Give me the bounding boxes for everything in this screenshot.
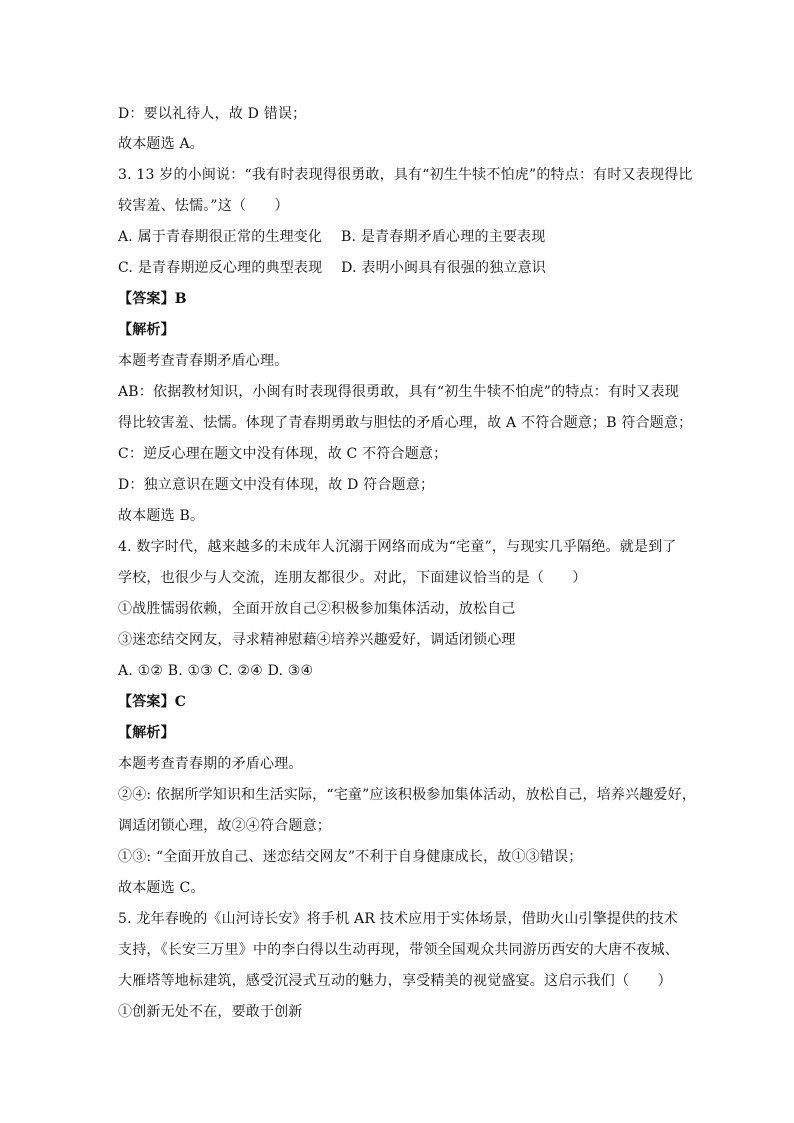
text-line: D：独立意识在题文中没有体现，故 D 符合题意；	[118, 477, 435, 493]
question-4-stem: 学校，也很少与人交流，连朋友都很少。对此，下面建议恰当的是（ ）	[118, 570, 587, 586]
text-line: 调适闭锁心理，故②④符合题意；	[118, 818, 331, 834]
answer-label: 【答案】C	[118, 694, 187, 710]
question-5-stem: 大雁塔等地标建筑，感受沉浸式互动的魅力，享受精美的视觉盛宴。这启示我们（ ）	[118, 973, 672, 989]
answer-label: 【答案】B	[118, 291, 187, 307]
question-5-stem: 支持，《长安三万里》中的李白得以生动再现，带领全国观众共同游历西安的大唐不夜城、	[118, 942, 679, 958]
analysis-label: 【解析】	[118, 322, 175, 338]
question-3-stem: 较害羞、怯懦。”这（ ）	[118, 198, 289, 214]
text-line: 本题考查青春期矛盾心理。	[118, 353, 289, 369]
question-5-choices: ①创新无处不在，要敢于创新	[118, 1004, 303, 1020]
question-3-options: A. 属于青春期很正常的生理变化 B. 是青春期矛盾心理的主要表现	[118, 229, 546, 245]
text-line: C：逆反心理在题文中没有体现，故 C 不符合题意；	[118, 446, 448, 462]
question-5-stem: 5. 龙年春晚的《山河诗长安》将手机 AR 技术应用于实体场景，借助火山引擎提供的技术	[118, 911, 678, 927]
text-line: 故本题选 C。	[118, 880, 205, 896]
text-line: 故本题选 A。	[118, 136, 204, 152]
question-4-choices: ③迷恋结交网友，寻求精神慰藉④培养兴趣爱好，调适闭锁心理	[118, 632, 516, 648]
question-4-options: A. ①② B. ①③ C. ②④ D. ③④	[118, 663, 314, 679]
question-3-options: C. 是青春期逆反心理的典型表现 D. 表明小闽具有很强的独立意识	[118, 260, 546, 276]
question-4-stem: 4. 数字时代，越来越多的未成年人沉溺于网络而成为“宅童”，与现实几乎隔绝。就是到了	[118, 539, 677, 555]
analysis-label: 【解析】	[118, 725, 175, 741]
text-line: AB：依据教材知识，小闽有时表现得很勇敢，具有“初生牛犊不怕虎”的特点：有时又表现	[118, 384, 679, 400]
text-line: 故本题选 B。	[118, 508, 205, 524]
text-line: ②④: 依据所学知识和生活实际，“宅童”应该积极参加集体活动，放松自己，培养兴趣爱好，	[118, 787, 697, 803]
text-line: 得比较害羞、怯懦。体现了青春期勇敢与胆怯的矛盾心理，故 A 不符合题意；B 符合题意；	[118, 415, 693, 431]
text-line: ①③: “全面开放自己、迷恋结交网友”不利于自身健康成长，故①③错误；	[118, 849, 583, 865]
question-4-choices: ①战胜懦弱依赖，全面开放自己②积极参加集体活动，放松自己	[118, 601, 516, 617]
text-line: 本题考查青春期的矛盾心理。	[118, 756, 303, 772]
question-3-stem: 3. 13 岁的小闽说：“我有时表现得很勇敢，具有“初生牛犊不怕虎”的特点：有时又表现得比	[118, 167, 693, 183]
text-line: D：要以礼待人，故 D 错误；	[118, 106, 307, 122]
